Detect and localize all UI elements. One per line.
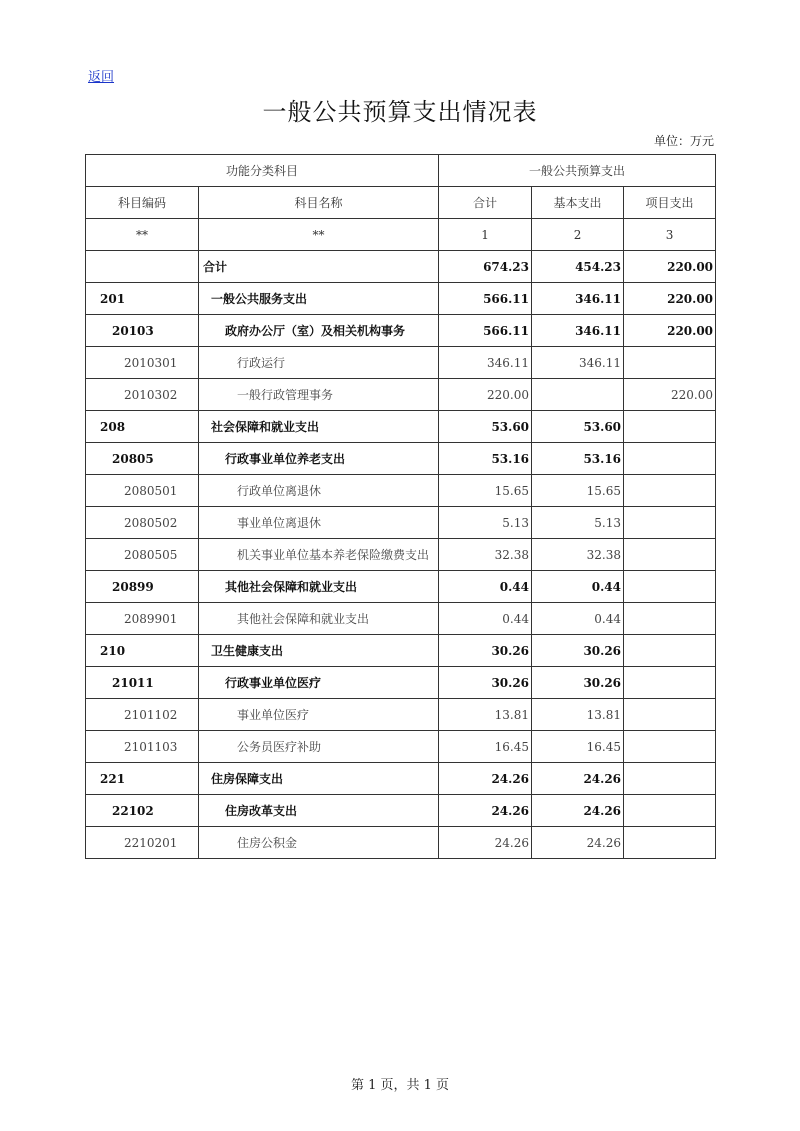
row-name: 住房公积金 — [199, 827, 439, 859]
row-basic: 346.11 — [532, 347, 624, 379]
row-project — [624, 347, 716, 379]
row-code: 201 — [86, 283, 199, 315]
row-total: 32.38 — [439, 539, 532, 571]
page-title: 一般公共预算支出情况表 — [262, 98, 538, 126]
row-total: 53.60 — [439, 411, 532, 443]
row-code: 221 — [86, 763, 199, 795]
row-code: 20103 — [86, 315, 199, 347]
row-name: 其他社会保障和就业支出 — [199, 603, 439, 635]
row-project — [624, 411, 716, 443]
row-name: 行政单位离退休 — [199, 475, 439, 507]
row-name: 公务员医疗补助 — [199, 731, 439, 763]
row-total: 566.11 — [439, 315, 532, 347]
table-row — [86, 699, 716, 731]
row-name: 行政运行 — [199, 347, 439, 379]
row-project — [624, 443, 716, 475]
header-total: 合计 — [439, 187, 532, 219]
back-link[interactable]: 返回 — [88, 70, 115, 85]
row-basic: 24.26 — [532, 827, 624, 859]
row-project — [624, 795, 716, 827]
row-name: 行政事业单位养老支出 — [199, 443, 439, 475]
row-basic: 30.26 — [532, 667, 624, 699]
header-name: 科目名称 — [199, 187, 439, 219]
row-name: 合计 — [199, 251, 439, 283]
row-basic: 24.26 — [532, 795, 624, 827]
row-total: 24.26 — [439, 795, 532, 827]
row-code: 20805 — [86, 443, 199, 475]
row-total: 24.26 — [439, 827, 532, 859]
row-basic: 32.38 — [532, 539, 624, 571]
table-row — [86, 411, 716, 443]
row-total: 53.16 — [439, 443, 532, 475]
row-code: 2080505 — [86, 539, 199, 571]
row-total: 30.26 — [439, 667, 532, 699]
row-code: 2101103 — [86, 731, 199, 763]
table-row — [86, 283, 716, 315]
row-name: 事业单位离退休 — [199, 507, 439, 539]
row-code: 20899 — [86, 571, 199, 603]
row-code: 208 — [86, 411, 199, 443]
row-basic: 24.26 — [532, 763, 624, 795]
row-project — [624, 635, 716, 667]
row-code: 21011 — [86, 667, 199, 699]
row-total: 16.45 — [439, 731, 532, 763]
row-name: 事业单位医疗 — [199, 699, 439, 731]
table-row — [86, 571, 716, 603]
row-total: 13.81 — [439, 699, 532, 731]
row-basic: 53.60 — [532, 411, 624, 443]
page-footer: 第 1 页，共 1 页 — [350, 1078, 450, 1093]
row-name: 一般行政管理事务 — [199, 379, 439, 411]
marker-code: ** — [86, 219, 199, 251]
table-row — [86, 763, 716, 795]
header-row-index — [86, 219, 716, 251]
header-project: 项目支出 — [624, 187, 716, 219]
row-project — [624, 571, 716, 603]
row-code: 2089901 — [86, 603, 199, 635]
row-project — [624, 699, 716, 731]
table-row — [86, 731, 716, 763]
row-project — [624, 603, 716, 635]
table-row — [86, 635, 716, 667]
row-project — [624, 763, 716, 795]
row-basic: 454.23 — [532, 251, 624, 283]
row-code: 2210201 — [86, 827, 199, 859]
row-name: 机关事业单位基本养老保险缴费支出 — [199, 539, 439, 571]
row-name: 行政事业单位医疗 — [199, 667, 439, 699]
row-basic: 0.44 — [532, 571, 624, 603]
table-row — [86, 603, 716, 635]
table-row — [86, 827, 716, 859]
table-row — [86, 347, 716, 379]
row-name: 其他社会保障和就业支出 — [199, 571, 439, 603]
header-row-columns — [86, 187, 716, 219]
table-row — [86, 443, 716, 475]
row-project: 220.00 — [624, 283, 716, 315]
row-total: 566.11 — [439, 283, 532, 315]
row-code: 2010302 — [86, 379, 199, 411]
row-total: 674.23 — [439, 251, 532, 283]
table-row — [86, 251, 716, 283]
row-project: 220.00 — [624, 251, 716, 283]
table-row — [86, 539, 716, 571]
row-basic: 5.13 — [532, 507, 624, 539]
row-total: 5.13 — [439, 507, 532, 539]
index-basic: 2 — [532, 219, 624, 251]
row-project — [624, 539, 716, 571]
table-row — [86, 667, 716, 699]
header-row-group — [86, 155, 716, 187]
row-total: 24.26 — [439, 763, 532, 795]
row-project — [624, 827, 716, 859]
row-total: 0.44 — [439, 603, 532, 635]
row-basic: 346.11 — [532, 315, 624, 347]
row-basic — [532, 379, 624, 411]
row-project: 220.00 — [624, 379, 716, 411]
table-row — [86, 475, 716, 507]
row-basic: 0.44 — [532, 603, 624, 635]
row-project — [624, 667, 716, 699]
table-row — [86, 379, 716, 411]
row-basic: 346.11 — [532, 283, 624, 315]
row-total: 15.65 — [439, 475, 532, 507]
row-total: 0.44 — [439, 571, 532, 603]
row-total: 346.11 — [439, 347, 532, 379]
row-basic: 13.81 — [532, 699, 624, 731]
row-name: 住房保障支出 — [199, 763, 439, 795]
header-basic: 基本支出 — [532, 187, 624, 219]
index-project: 3 — [624, 219, 716, 251]
index-total: 1 — [439, 219, 532, 251]
row-project — [624, 731, 716, 763]
row-name: 住房改革支出 — [199, 795, 439, 827]
table-row — [86, 507, 716, 539]
marker-name: ** — [199, 219, 439, 251]
row-code: 2010301 — [86, 347, 199, 379]
table-row — [86, 315, 716, 347]
unit-label: 单位：万元 — [653, 134, 714, 148]
row-total: 30.26 — [439, 635, 532, 667]
row-basic: 53.16 — [532, 443, 624, 475]
row-total: 220.00 — [439, 379, 532, 411]
header-general-budget-expenditure: 一般公共预算支出 — [439, 155, 716, 187]
row-code: 2080501 — [86, 475, 199, 507]
row-name: 社会保障和就业支出 — [199, 411, 439, 443]
header-code: 科目编码 — [86, 187, 199, 219]
row-project — [624, 507, 716, 539]
header-functional-classification: 功能分类科目 — [86, 155, 439, 187]
row-basic: 30.26 — [532, 635, 624, 667]
row-name: 卫生健康支出 — [199, 635, 439, 667]
row-basic: 16.45 — [532, 731, 624, 763]
row-basic: 15.65 — [532, 475, 624, 507]
row-code: 210 — [86, 635, 199, 667]
table-row — [86, 795, 716, 827]
row-code: 22102 — [86, 795, 199, 827]
row-name: 政府办公厅（室）及相关机构事务 — [199, 315, 439, 347]
row-code: 2080502 — [86, 507, 199, 539]
row-code — [86, 251, 199, 283]
budget-table — [85, 154, 716, 859]
row-project: 220.00 — [624, 315, 716, 347]
row-code: 2101102 — [86, 699, 199, 731]
row-name: 一般公共服务支出 — [199, 283, 439, 315]
row-project — [624, 475, 716, 507]
